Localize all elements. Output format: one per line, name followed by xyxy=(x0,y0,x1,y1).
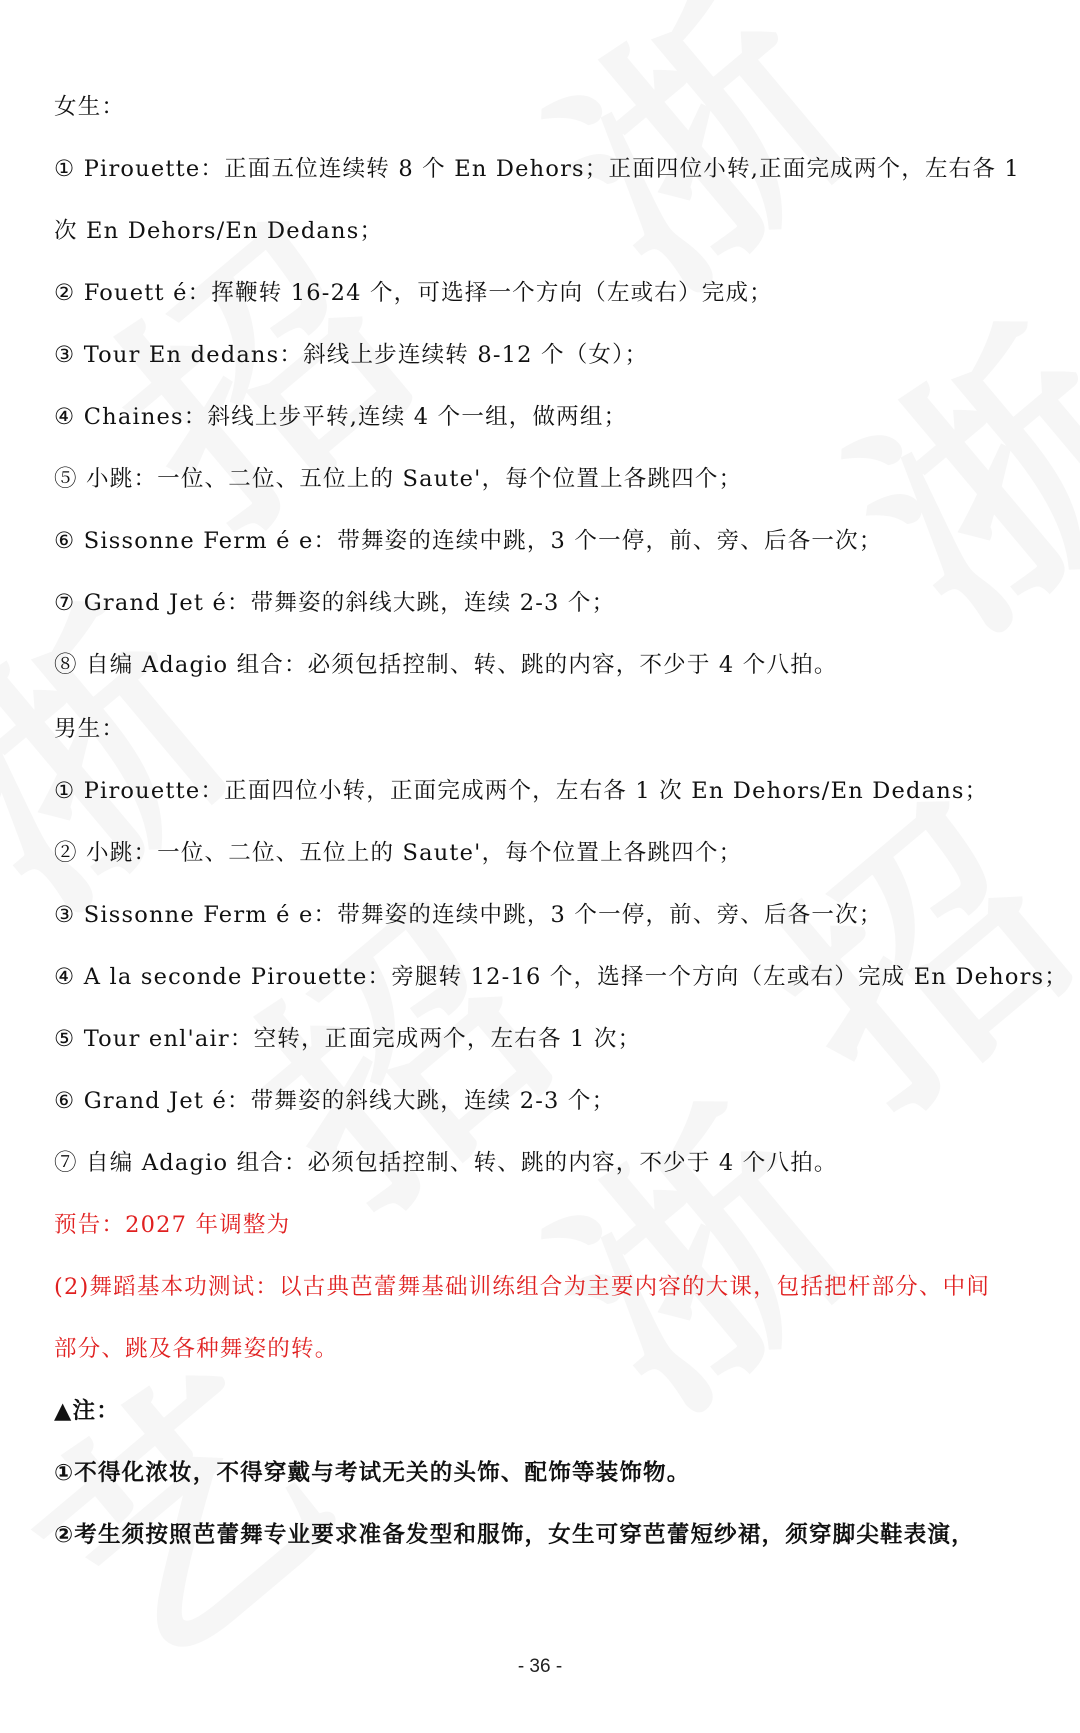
note-item-1: ①不得化浓妆，不得穿戴与考试无关的头饰、配饰等装饰物。 xyxy=(54,1460,691,1486)
note-item-2: ②考生须按照芭蕾舞专业要求准备发型和服饰，女生可穿芭蕾短纱裙，须穿脚尖鞋表演， xyxy=(54,1522,975,1548)
male-item-7: ⑦ 自编 Adagio 组合：必须包括控制、转、跳的内容，不少于 4 个八拍。 xyxy=(54,1150,838,1176)
note-heading: ▲注： xyxy=(54,1398,120,1424)
female-item-4: ④ Chaines：斜线上步平转,连续 4 个一组，做两组； xyxy=(54,404,628,430)
male-item-1: ① Pirouette：正面四位小转，正面完成两个，左右各 1 次 En Dehors/En Dedans； xyxy=(54,778,989,804)
notice-2027-text: (2)舞蹈基本功测试：以古典芭蕾舞基础训练组合为主要内容的大课，包括把杆部分、中间 xyxy=(54,1274,991,1300)
female-section-heading: 女生： xyxy=(54,94,126,120)
female-item-5: ⑤ 小跳：一位、二位、五位上的 Saute'，每个位置上各跳四个； xyxy=(54,466,743,492)
female-item-7: ⑦ Grand Jet é：带舞姿的斜线大跳，连续 2-3 个； xyxy=(54,590,616,616)
female-item-3: ③ Tour En dedans：斜线上步连续转 8-12 个（女）； xyxy=(54,342,649,368)
male-item-4: ④ A la seconde Pirouette：旁腿转 12-16 个，选择一个方向（左或右）完成 En Dehors； xyxy=(54,964,1068,990)
female-item-1: ① Pirouette：正面五位连续转 8 个 En Dehors；正面四位小转,正面完成两个，左右各 1 xyxy=(54,156,1020,182)
page-number: - 36 - xyxy=(517,1656,563,1677)
notice-2027-heading: 预告：2027 年调整为 xyxy=(54,1212,291,1238)
male-section-heading: 男生： xyxy=(54,716,126,742)
male-item-6: ⑥ Grand Jet é：带舞姿的斜线大跳，连续 2-3 个； xyxy=(54,1088,616,1114)
female-item-8: ⑧ 自编 Adagio 组合：必须包括控制、转、跳的内容，不少于 4 个八拍。 xyxy=(54,652,838,678)
male-item-3: ③ Sissonne Ferm é e：带舞姿的连续中跳，3 个一停，前、旁、后各一次； xyxy=(54,902,883,928)
female-item-1-continued: 次 En Dehors/En Dedans； xyxy=(54,218,384,244)
male-item-2: ② 小跳：一位、二位、五位上的 Saute'，每个位置上各跳四个； xyxy=(54,840,743,866)
notice-2027-text-continued: 部分、跳及各种舞姿的转。 xyxy=(54,1336,339,1362)
female-item-6: ⑥ Sissonne Ferm é e：带舞姿的连续中跳，3 个一停，前、旁、后各一次； xyxy=(54,528,883,554)
male-item-5: ⑤ Tour enl'air：空转，正面完成两个，左右各 1 次； xyxy=(54,1026,642,1052)
female-item-2: ② Fouett é：挥鞭转 16-24 个，可选择一个方向（左或右）完成； xyxy=(54,280,773,306)
